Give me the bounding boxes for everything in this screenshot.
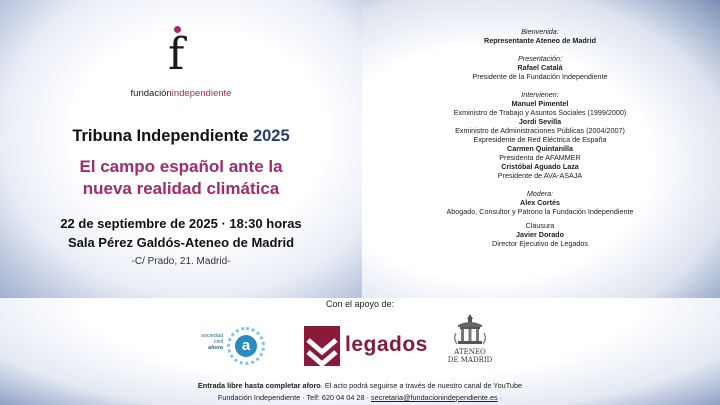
welcome-label: Bienvenida:: [521, 27, 559, 36]
speaker-role: Presidente de AVA-ASAJA: [497, 171, 583, 180]
closing-name: Javier Dorado: [516, 230, 564, 239]
contact-suffix: ·: [497, 393, 503, 402]
speaker-role: Exministro de Administraciones Públicas (2004/2007): [455, 126, 625, 135]
event-series: [0, 127, 362, 146]
footer-contact: [0, 393, 720, 402]
speaker-role: Exministro de Trabajo y Asuntos Sociales (1999/2000): [453, 108, 627, 117]
moderator-label: Modera:: [526, 189, 554, 198]
sociedad-civil-ahora-logo: [195, 325, 275, 367]
legados-logo: [304, 325, 428, 367]
closing-label: Clausura: [525, 221, 555, 230]
free-entry-text: Entrada libre hasta completar aforo: [197, 381, 321, 390]
legados-mark-icon: [304, 326, 340, 366]
event-series-name: Tribuna Independiente: [72, 127, 249, 145]
ateneo-logo: [440, 313, 500, 367]
event-venue: Sala Pérez Galdós-Ateneo de Madrid: [67, 235, 295, 250]
presentation-role: Presidente de la Fundación Independiente: [472, 72, 608, 81]
moderator-role: Abogado, Consultor y Patrono la Fundación Independiente: [446, 207, 634, 216]
speaker-role: Presidenta de AFAMMER: [499, 153, 581, 162]
moderator-name: Alex Cortés: [520, 198, 560, 207]
presentation-name: Rafael Catalá: [517, 63, 563, 72]
speaker-name: Manuel Pimentel: [511, 99, 569, 108]
logo-name-prefix: fundación: [130, 88, 172, 99]
stream-text: . El acto podrá seguirse a través de nuestro canal de YouTube: [320, 381, 523, 390]
event-title: [0, 156, 362, 200]
speaker-name: Carmen Quintanilla: [507, 144, 573, 153]
speaker-role: Expresidente de Red Eléctrica de España: [473, 135, 607, 144]
footer-access-note: [0, 381, 720, 390]
contact-prefix: Fundación Independiente · Telf: 620 04 04 28 ·: [217, 393, 372, 402]
sponsors-heading: Con el apoyo de:: [325, 299, 395, 309]
sc-line1: sociedad: [200, 333, 223, 339]
speaker-name: Cristóbal Aguado Laza: [501, 162, 579, 171]
email-link[interactable]: secretaria@fundacionindependiente.es: [371, 393, 498, 402]
logo-name-accent: independiente: [171, 88, 232, 99]
ateneo-crest-icon: [452, 313, 488, 347]
fundacion-logo: [160, 26, 200, 86]
event-program: [425, 27, 655, 248]
event-title-line2: nueva realidad climática: [82, 179, 280, 198]
event-year: 2025: [252, 127, 290, 145]
sc-line2: civil: [213, 339, 223, 345]
speakers-label: Intervienen:: [521, 90, 559, 99]
legados-wordmark: legados: [345, 333, 428, 356]
event-address: -C/ Prado, 21. Madrid-: [131, 256, 231, 267]
sc-letter: a: [235, 335, 257, 357]
sociedad-civil-text: [195, 333, 223, 351]
speaker-name: Jordi Sevilla: [518, 117, 562, 126]
ateneo-line1: ATENEO: [454, 348, 486, 356]
presentation-label: Presentación:: [518, 54, 562, 63]
logo-glyph: f: [168, 29, 185, 80]
closing-role: Director Ejecutivo de Legados: [492, 239, 588, 248]
ateneo-line2: DE MADRID: [447, 356, 493, 364]
logo-wordmark: [126, 88, 236, 99]
sc-line3: ahora: [208, 345, 223, 351]
welcome-name: Representante Ateneo de Madrid: [484, 36, 596, 45]
event-date-time: 22 de septiembre de 2025 · 18:30 horas: [60, 216, 302, 231]
event-title-line1: El campo español ante la: [79, 157, 283, 176]
ateneo-wordmark: [440, 348, 500, 364]
